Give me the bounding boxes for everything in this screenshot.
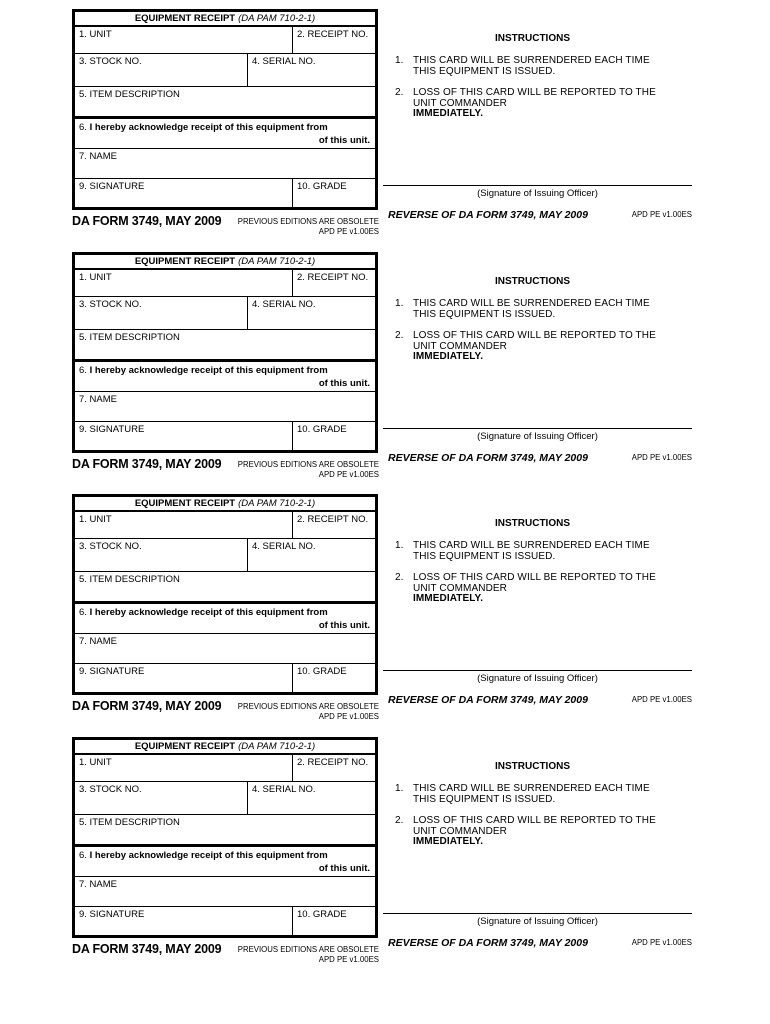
card-header	[75, 12, 375, 27]
instruction-2-text	[413, 816, 656, 848]
grade-field[interactable]	[292, 422, 375, 450]
instruction-1-number: 1.	[395, 783, 404, 794]
receipt-no-label: 2. RECEIPT NO.	[297, 514, 369, 525]
receipt-no-field[interactable]	[292, 270, 375, 296]
form-title-reference: (DA PAM 710-2-1)	[238, 13, 316, 24]
equipment-receipt-card	[72, 252, 378, 453]
row-stock-serial	[75, 297, 375, 330]
row-signature-grade	[75, 664, 375, 692]
receipt-no-label: 2. RECEIPT NO.	[297, 272, 369, 283]
receipt-no-field[interactable]	[292, 512, 375, 538]
unit-field[interactable]	[75, 755, 292, 781]
equipment-receipt-card	[72, 9, 378, 210]
serial-no-label: 4. SERIAL NO.	[252, 541, 316, 552]
signature-field[interactable]	[75, 422, 292, 450]
grade-field[interactable]	[292, 907, 375, 935]
footer-notes	[238, 457, 379, 479]
signature-caption: (Signature of Issuing Officer)	[477, 673, 598, 684]
instruction-1-line1: THIS CARD WILL BE SURRENDERED EACH TIME	[413, 55, 650, 66]
form-footer	[72, 214, 379, 236]
reverse-form-label: REVERSE OF DA FORM 3749, MAY 2009	[388, 937, 588, 949]
instruction-2-line2-bold: IMMEDIATELY.	[413, 593, 484, 604]
row-unit-receipt	[75, 755, 375, 782]
signature-label: 9. SIGNATURE	[79, 424, 145, 435]
row-signature-grade	[75, 179, 375, 207]
receipt-no-label: 2. RECEIPT NO.	[297, 757, 369, 768]
instruction-1-number: 1.	[395, 540, 404, 551]
instruction-2-text	[413, 573, 656, 605]
issuing-officer-signature-line[interactable]	[383, 185, 692, 199]
grade-field[interactable]	[292, 664, 375, 692]
previous-editions-note: PREVIOUS EDITIONS ARE OBSOLETE	[237, 702, 379, 711]
instructions-title: INSTRUCTIONS	[495, 761, 570, 772]
apd-version-left: APD PE v1.00ES	[318, 469, 379, 479]
acknowledgement-tail: of this unit.	[318, 620, 370, 631]
form-title: EQUIPMENT RECEIPT	[134, 741, 236, 752]
form-number: DA FORM 3749, MAY 2009	[72, 699, 222, 713]
instruction-2-number: 2.	[395, 572, 404, 583]
instruction-1-number: 1.	[395, 298, 404, 309]
instruction-2-line1: LOSS OF THIS CARD WILL BE REPORTED TO THE	[413, 330, 656, 341]
instruction-1-line2	[413, 67, 650, 78]
instruction-1-line2-text: THIS EQUIPMENT IS ISSUED.	[413, 793, 556, 805]
item-description-field[interactable]	[75, 572, 375, 601]
acknowledgement-tail: of this unit.	[318, 863, 370, 874]
instruction-item-2	[383, 88, 692, 120]
instruction-2-text	[413, 88, 656, 120]
unit-label: 1. UNIT	[79, 514, 112, 525]
apd-version-right: APD PE v1.00ES	[631, 210, 692, 219]
acknowledgement-tail: of this unit.	[318, 135, 370, 146]
apd-version-left: APD PE v1.00ES	[318, 711, 379, 721]
unit-label: 1. UNIT	[79, 757, 112, 768]
instruction-item-1	[383, 541, 692, 562]
item-description-field[interactable]	[75, 87, 375, 116]
row-name	[75, 877, 375, 907]
instruction-1-text	[413, 784, 650, 805]
form-number: DA FORM 3749, MAY 2009	[72, 942, 222, 956]
serial-no-field[interactable]	[247, 539, 375, 571]
acknowledgement-field[interactable]	[75, 362, 375, 392]
stock-no-label: 3. STOCK NO.	[79, 541, 142, 552]
grade-label: 10. GRADE	[297, 909, 347, 920]
instruction-item-2	[383, 816, 692, 848]
acknowledgement-number: 6.	[79, 850, 87, 861]
equipment-receipt-block	[0, 737, 770, 979]
instruction-1-line2	[413, 795, 650, 806]
name-field[interactable]	[75, 877, 375, 906]
instruction-2-line1: LOSS OF THIS CARD WILL BE REPORTED TO THE	[413, 815, 656, 826]
instruction-2-line2-text: UNIT COMMANDER	[413, 97, 507, 109]
instructions-column	[383, 9, 692, 251]
card-header	[75, 497, 375, 512]
item-description-field[interactable]	[75, 330, 375, 359]
serial-no-label: 4. SERIAL NO.	[252, 56, 316, 67]
previous-editions-note: PREVIOUS EDITIONS ARE OBSOLETE	[237, 945, 379, 954]
stock-no-label: 3. STOCK NO.	[79, 299, 142, 310]
instruction-item-2	[383, 331, 692, 363]
row-item-description	[75, 815, 375, 847]
instructions-title: INSTRUCTIONS	[495, 518, 570, 529]
instruction-1-line2	[413, 310, 650, 321]
row-item-description	[75, 330, 375, 362]
name-label: 7. NAME	[79, 151, 118, 162]
equipment-receipt-card	[72, 494, 378, 695]
serial-no-label: 4. SERIAL NO.	[252, 784, 316, 795]
instruction-1-line2-text: THIS EQUIPMENT IS ISSUED.	[413, 308, 556, 320]
unit-field[interactable]	[75, 270, 292, 296]
name-field[interactable]	[75, 634, 375, 663]
row-unit-receipt	[75, 270, 375, 297]
row-stock-serial	[75, 782, 375, 815]
form-title-reference: (DA PAM 710-2-1)	[238, 741, 316, 752]
serial-no-field[interactable]	[247, 54, 375, 86]
row-stock-serial	[75, 54, 375, 87]
instruction-2-text	[413, 331, 656, 363]
reverse-form-label: REVERSE OF DA FORM 3749, MAY 2009	[388, 694, 588, 706]
row-signature-grade	[75, 422, 375, 450]
apd-version-right: APD PE v1.00ES	[631, 695, 692, 704]
signature-field[interactable]	[75, 179, 292, 207]
instruction-2-line2-bold: IMMEDIATELY.	[413, 836, 484, 847]
stock-no-field[interactable]	[75, 782, 247, 814]
previous-editions-note: PREVIOUS EDITIONS ARE OBSOLETE	[237, 217, 379, 226]
row-item-description	[75, 87, 375, 119]
stock-no-label: 3. STOCK NO.	[79, 784, 142, 795]
stock-no-field[interactable]	[75, 54, 247, 86]
issuing-officer-signature-line[interactable]	[383, 913, 692, 927]
apd-version-left: APD PE v1.00ES	[318, 226, 379, 236]
acknowledgement-statement	[75, 119, 375, 134]
form-title: EQUIPMENT RECEIPT	[134, 13, 236, 24]
footer-notes	[238, 699, 379, 721]
signature-caption: (Signature of Issuing Officer)	[477, 431, 598, 442]
reverse-footer	[383, 209, 692, 221]
instruction-1-line2-text: THIS EQUIPMENT IS ISSUED.	[413, 550, 556, 562]
reverse-form-label: REVERSE OF DA FORM 3749, MAY 2009	[388, 452, 588, 464]
instruction-item-1	[383, 299, 692, 320]
instruction-2-line2	[413, 342, 656, 363]
row-stock-serial	[75, 539, 375, 572]
instruction-item-1	[383, 56, 692, 77]
card-header	[75, 740, 375, 755]
row-signature-grade	[75, 907, 375, 935]
acknowledgement-number: 6.	[79, 122, 87, 133]
signature-label: 9. SIGNATURE	[79, 909, 145, 920]
signature-field[interactable]	[75, 907, 292, 935]
instruction-2-line2-text: UNIT COMMANDER	[413, 340, 507, 352]
acknowledgement-field[interactable]	[75, 847, 375, 877]
signature-caption: (Signature of Issuing Officer)	[477, 188, 598, 199]
form-footer	[72, 699, 379, 721]
apd-version-right: APD PE v1.00ES	[631, 938, 692, 947]
reverse-footer	[383, 937, 692, 949]
row-name	[75, 634, 375, 664]
form-footer	[72, 457, 379, 479]
item-description-label: 5. ITEM DESCRIPTION	[79, 574, 180, 585]
form-title-reference: (DA PAM 710-2-1)	[238, 256, 316, 267]
instruction-1-line2	[413, 552, 650, 563]
acknowledgement-field[interactable]	[75, 604, 375, 634]
instruction-item-2	[383, 573, 692, 605]
instruction-2-line2-bold: IMMEDIATELY.	[413, 351, 484, 362]
equipment-receipt-block	[0, 494, 770, 736]
acknowledgement-field[interactable]	[75, 119, 375, 149]
instructions-column	[383, 737, 692, 979]
instruction-1-line1: THIS CARD WILL BE SURRENDERED EACH TIME	[413, 783, 650, 794]
unit-field[interactable]	[75, 512, 292, 538]
instruction-2-number: 2.	[395, 87, 404, 98]
serial-no-field[interactable]	[247, 297, 375, 329]
equipment-receipt-block	[0, 9, 770, 251]
instruction-1-text	[413, 56, 650, 77]
instruction-1-text	[413, 299, 650, 320]
instruction-2-line2	[413, 827, 656, 848]
instruction-2-line2-text: UNIT COMMANDER	[413, 582, 507, 594]
instruction-1-text	[413, 541, 650, 562]
instruction-1-line2-text: THIS EQUIPMENT IS ISSUED.	[413, 65, 556, 77]
instruction-2-line2-bold: IMMEDIATELY.	[413, 108, 484, 119]
instruction-item-1	[383, 784, 692, 805]
row-name	[75, 149, 375, 179]
acknowledgement-number: 6.	[79, 365, 87, 376]
instructions-title: INSTRUCTIONS	[495, 276, 570, 287]
previous-editions-note: PREVIOUS EDITIONS ARE OBSOLETE	[237, 460, 379, 469]
form-title: EQUIPMENT RECEIPT	[134, 498, 236, 509]
acknowledgement-text: I hereby acknowledge receipt of this equipment from	[89, 607, 328, 618]
item-description-label: 5. ITEM DESCRIPTION	[79, 817, 180, 828]
reverse-form-label: REVERSE OF DA FORM 3749, MAY 2009	[388, 209, 588, 221]
instruction-1-line1: THIS CARD WILL BE SURRENDERED EACH TIME	[413, 298, 650, 309]
equipment-receipt-card	[72, 737, 378, 938]
form-title: EQUIPMENT RECEIPT	[134, 256, 236, 267]
reverse-footer	[383, 694, 692, 706]
form-title-reference: (DA PAM 710-2-1)	[238, 498, 316, 509]
acknowledgement-statement	[75, 604, 375, 619]
instruction-1-line1: THIS CARD WILL BE SURRENDERED EACH TIME	[413, 540, 650, 551]
name-field[interactable]	[75, 149, 375, 178]
form-number: DA FORM 3749, MAY 2009	[72, 214, 222, 228]
signature-label: 9. SIGNATURE	[79, 666, 145, 677]
name-label: 7. NAME	[79, 636, 118, 647]
item-description-label: 5. ITEM DESCRIPTION	[79, 89, 180, 100]
serial-no-label: 4. SERIAL NO.	[252, 299, 316, 310]
acknowledgement-text: I hereby acknowledge receipt of this equipment from	[89, 850, 328, 861]
signature-label: 9. SIGNATURE	[79, 181, 145, 192]
unit-label: 1. UNIT	[79, 29, 112, 40]
acknowledgement-text: I hereby acknowledge receipt of this equipment from	[89, 122, 328, 133]
name-label: 7. NAME	[79, 879, 118, 890]
instruction-2-line2-text: UNIT COMMANDER	[413, 825, 507, 837]
row-name	[75, 392, 375, 422]
unit-field[interactable]	[75, 27, 292, 53]
grade-label: 10. GRADE	[297, 666, 347, 677]
item-description-field[interactable]	[75, 815, 375, 844]
name-field[interactable]	[75, 392, 375, 421]
row-unit-receipt	[75, 27, 375, 54]
grade-label: 10. GRADE	[297, 424, 347, 435]
issuing-officer-signature-line[interactable]	[383, 428, 692, 442]
item-description-label: 5. ITEM DESCRIPTION	[79, 332, 180, 343]
stock-no-label: 3. STOCK NO.	[79, 56, 142, 67]
form-footer	[72, 942, 379, 964]
card-header	[75, 255, 375, 270]
instruction-2-line1: LOSS OF THIS CARD WILL BE REPORTED TO THE	[413, 572, 656, 583]
form-number: DA FORM 3749, MAY 2009	[72, 457, 222, 471]
row-unit-receipt	[75, 512, 375, 539]
receipt-no-field[interactable]	[292, 755, 375, 781]
acknowledgement-statement	[75, 847, 375, 862]
instructions-title: INSTRUCTIONS	[495, 33, 570, 44]
instruction-2-line2	[413, 584, 656, 605]
unit-label: 1. UNIT	[79, 272, 112, 283]
receipt-no-label: 2. RECEIPT NO.	[297, 29, 369, 40]
stock-no-field[interactable]	[75, 297, 247, 329]
instruction-2-number: 2.	[395, 815, 404, 826]
acknowledgement-tail: of this unit.	[318, 378, 370, 389]
signature-caption: (Signature of Issuing Officer)	[477, 916, 598, 927]
receipt-no-field[interactable]	[292, 27, 375, 53]
signature-field[interactable]	[75, 664, 292, 692]
footer-notes	[238, 942, 379, 964]
row-item-description	[75, 572, 375, 604]
instruction-2-number: 2.	[395, 330, 404, 341]
instructions-column	[383, 494, 692, 736]
stock-no-field[interactable]	[75, 539, 247, 571]
instruction-1-number: 1.	[395, 55, 404, 66]
serial-no-field[interactable]	[247, 782, 375, 814]
issuing-officer-signature-line[interactable]	[383, 670, 692, 684]
reverse-footer	[383, 452, 692, 464]
grade-field[interactable]	[292, 179, 375, 207]
acknowledgement-statement	[75, 362, 375, 377]
grade-label: 10. GRADE	[297, 181, 347, 192]
name-label: 7. NAME	[79, 394, 118, 405]
apd-version-right: APD PE v1.00ES	[631, 453, 692, 462]
instruction-2-line1: LOSS OF THIS CARD WILL BE REPORTED TO THE	[413, 87, 656, 98]
acknowledgement-text: I hereby acknowledge receipt of this equipment from	[89, 365, 328, 376]
apd-version-left: APD PE v1.00ES	[318, 954, 379, 964]
equipment-receipt-block	[0, 252, 770, 494]
instruction-2-line2	[413, 99, 656, 120]
acknowledgement-number: 6.	[79, 607, 87, 618]
instructions-column	[383, 252, 692, 494]
footer-notes	[238, 214, 379, 236]
